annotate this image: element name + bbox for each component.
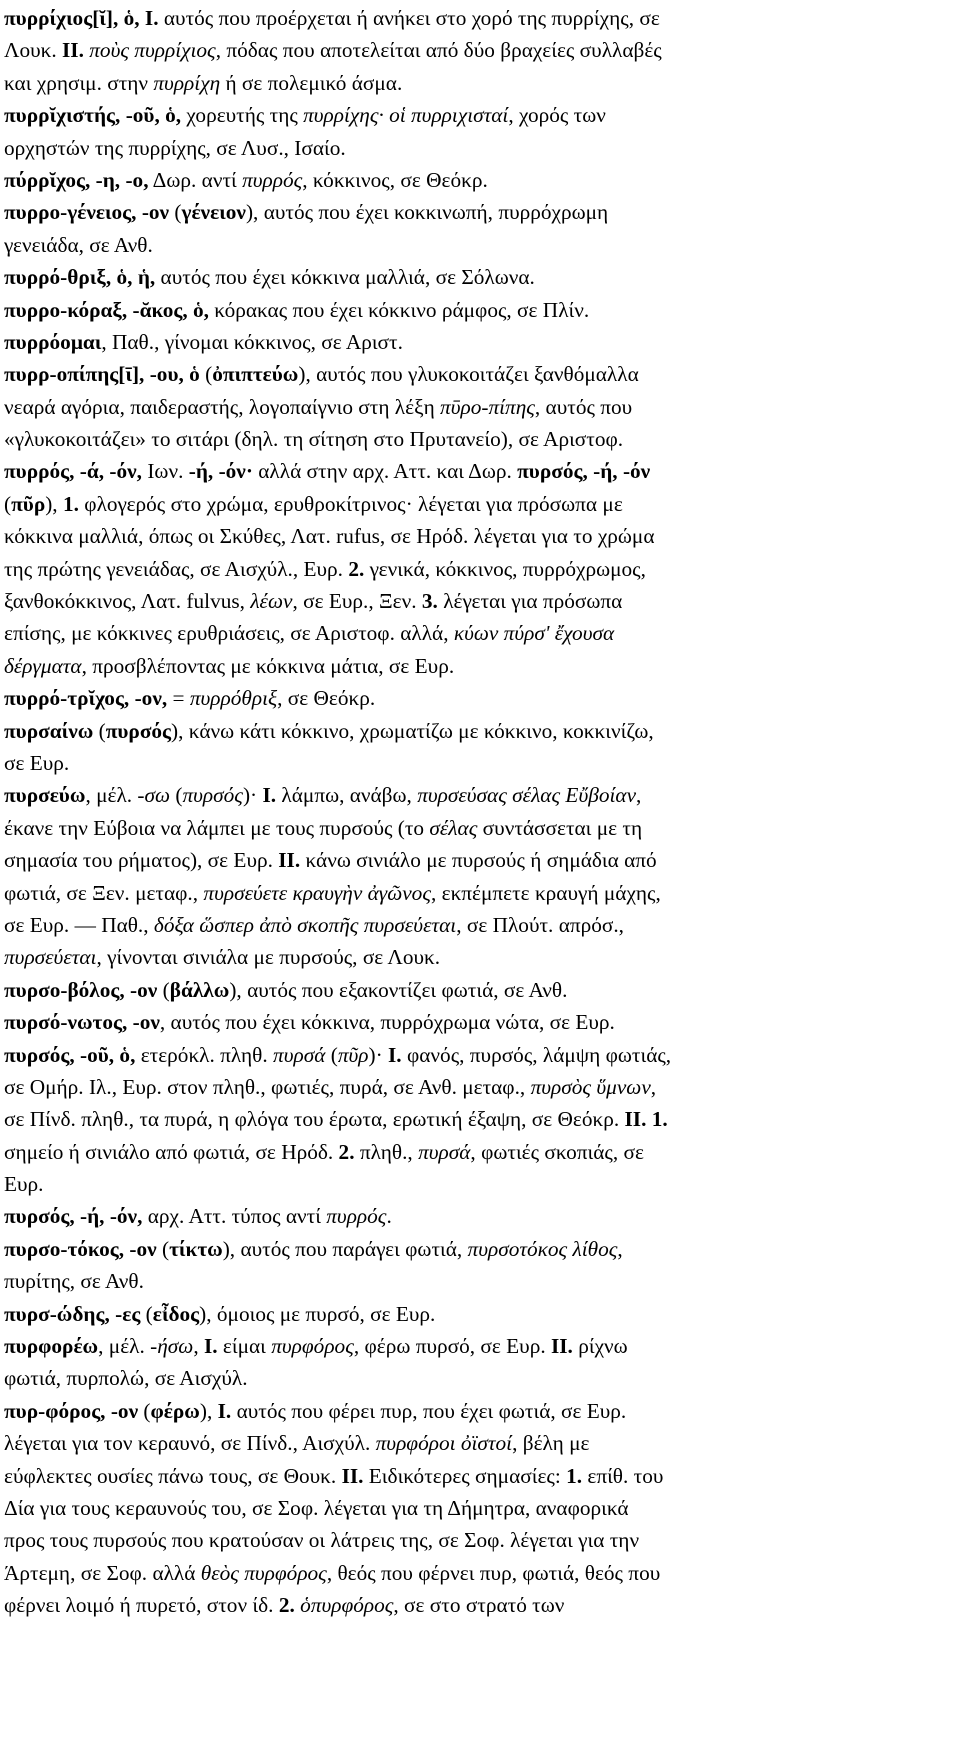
body-text: γενειάδα, σε Ανθ. <box>4 232 153 257</box>
text-line <box>4 67 956 99</box>
headword-text: πυρσο-βόλος, -ον <box>4 977 158 1002</box>
text-line <box>4 682 956 714</box>
italic-text: -σω <box>137 783 171 808</box>
text-line <box>4 1589 956 1621</box>
headword-text: πυρρό-τρῐχος, -ον, <box>4 686 168 711</box>
body-text: και χρησιμ. στην <box>4 70 154 95</box>
headword-text: 1. <box>62 491 79 516</box>
body-text: ( <box>169 200 182 225</box>
italic-text: πυρσά <box>418 1139 471 1164</box>
body-text: φέρνει λοιμό ή πυρετό, στον ίδ. <box>4 1593 279 1618</box>
text-line <box>4 617 956 649</box>
body-text: σε Πίνδ. πληθ., τα πυρά, η φλόγα του έρωτα, ερωτική έξαψη, σε Θεόκρ. <box>4 1107 625 1132</box>
body-text: κόρακας που έχει κόκκινο ράμφος, σε Πλίν. <box>208 297 590 322</box>
body-text: ), αυτός που έχει κοκκινωπή, πυρρόχρωμη <box>245 200 609 225</box>
headword-text: 2. <box>348 556 365 581</box>
body-text: σε Ομήρ. Ιλ., Ευρ. στον πληθ., φωτιές, πυρά, σε Ανθ. μεταφ., <box>4 1074 531 1099</box>
italic-text: πυρσός <box>182 783 243 808</box>
headword-text: πυρσαίνω <box>4 718 94 743</box>
italic-text: πυρσεύεται <box>4 945 97 970</box>
body-text: , φωτιές σκοπιάς, σε <box>470 1139 644 1164</box>
body-text: Δία για τους κεραυνούς του, σε Σοφ. λέγεται για τη Δήμητρα, αναφορικά <box>4 1495 629 1520</box>
body-text: λάμπω, ανάβω, <box>276 783 418 808</box>
text-line <box>4 423 956 455</box>
headword-text: 1. <box>566 1463 583 1488</box>
body-text: , εκπέμπετε κραυγή μάχης, <box>430 880 661 905</box>
body-text: φλογερός στο χρώμα, ερυθροκίτρινος· λέγεται για πρόσωπα με <box>78 491 623 516</box>
headword-text: I. <box>217 1398 232 1423</box>
headword-text: πυρσός, -ή, -όν <box>517 459 651 484</box>
text-line <box>4 391 956 423</box>
headword-text: πυρσός, -οῦ, ὁ, <box>4 1042 136 1067</box>
body-text: αυτός που έχει κόκκινα μαλλιά, σε Σόλωνα. <box>155 265 535 290</box>
headword-text: 2. <box>278 1593 295 1618</box>
body-text: , σε Πλούτ. απρόσ., <box>456 912 625 937</box>
headword-text: τίκτω <box>169 1236 223 1261</box>
text-line <box>4 229 956 261</box>
italic-text: λέων <box>250 589 293 614</box>
text-line <box>4 1265 956 1297</box>
body-text: , Παθ., γίνομαι κόκκινος, σε Αριστ. <box>101 329 403 354</box>
headword-text: εἶδος <box>152 1301 200 1326</box>
body-text: ( <box>170 783 183 808</box>
text-line <box>4 488 956 520</box>
body-text: , φέρω πυρσό, σε Ευρ. <box>353 1334 551 1359</box>
body-text: , αυτός που <box>534 394 633 419</box>
text-line <box>4 585 956 617</box>
body-text: ), αυτός που γλυκοκοιτάζει ξανθόμαλλα <box>298 362 639 387</box>
body-text: , αυτός που έχει κόκκινα, πυρρόχρωμα νώτα, σε Ευρ. <box>159 1010 615 1035</box>
body-text: , χορός των <box>508 103 606 128</box>
text-line <box>4 358 956 390</box>
italic-text: ὁπυρφόρος <box>300 1593 394 1618</box>
headword-text: πυρρό-θριξ, ὁ, ἡ, <box>4 265 156 290</box>
text-line <box>4 132 956 164</box>
text-line <box>4 812 956 844</box>
body-text: ( <box>157 977 170 1002</box>
text-line <box>4 1200 956 1232</box>
italic-text: δόξα ὥσπερ ἀπὸ σκοπῆς πυρσεύεται <box>153 912 457 937</box>
body-text: έκανε την Εύβοια να λάμπει με τους πυρσούς (το <box>4 815 430 840</box>
italic-text: δέργματα <box>4 653 82 678</box>
headword-text: πυρσός, -ή, -όν, <box>4 1204 143 1229</box>
body-text: Ειδικότερες σημασίες: <box>363 1463 567 1488</box>
text-line <box>4 1233 956 1265</box>
text-line <box>4 941 956 973</box>
text-line <box>4 1362 956 1394</box>
headword-text: ὀπιπτεύω <box>212 362 299 387</box>
body-text: , <box>193 1334 204 1359</box>
text-line <box>4 779 956 811</box>
headword-text: πυρσός <box>105 718 172 743</box>
body-text: λέγεται για πρόσωπα <box>437 589 623 614</box>
text-line <box>4 1298 956 1330</box>
body-text: πληθ., <box>354 1139 419 1164</box>
body-text: αυτός που προέρχεται ή ανήκει στο χορό της πυρρίχης, σε <box>158 6 660 30</box>
headword-text: πυρρόομαι <box>4 329 102 354</box>
headword-text: -ή, -όν· <box>188 459 253 484</box>
headword-text: πυρρο-γένειος, -ον <box>4 200 170 225</box>
body-text: = <box>167 686 190 711</box>
body-text: σε Ευρ. <box>4 750 70 775</box>
body-text: )· <box>242 783 263 808</box>
body-text: , γίνονται σινιάλα με πυρσούς, σε Λουκ. <box>96 945 441 970</box>
headword-text: φέρω <box>150 1398 200 1423</box>
headword-text: 3. <box>421 589 438 614</box>
body-text: λέγεται για τον κεραυνό, σε Πίνδ., Αισχύλ. <box>4 1431 376 1456</box>
text-line <box>4 1557 956 1589</box>
text-line <box>4 1460 956 1492</box>
body-text: σημείο ή σινιάλο από φωτιά, σε Ηρόδ. <box>4 1139 339 1164</box>
headword-text: II. <box>62 38 84 63</box>
text-line <box>4 844 956 876</box>
body-text: φανός, πυρσός, λάμψη φωτιάς, <box>401 1042 672 1067</box>
body-text: , πόδας που αποτελείται από δύο βραχείες συλλαβές <box>215 38 662 63</box>
body-text: , μέλ. <box>98 1334 151 1359</box>
headword-text: I. <box>388 1042 402 1067</box>
body-text: επίθ. του <box>582 1463 664 1488</box>
headword-text: πῦρ <box>11 491 46 516</box>
text-line <box>4 974 956 1006</box>
body-text: , μέλ. <box>85 783 138 808</box>
headword-text: πυρρο-κόραξ, -ᾰκος, ὁ, <box>4 297 209 322</box>
headword-text: πυρσ-ώδης, -ες <box>4 1301 141 1326</box>
text-line <box>4 1136 956 1168</box>
body-text: αλλά στην αρχ. Αττ. και Δωρ. <box>252 459 518 484</box>
text-line <box>4 1168 956 1200</box>
body-text: , προσβλέποντας με κόκκινα μάτια, σε Ευρ. <box>81 653 455 678</box>
body-text: κάνω σινιάλο με πυρσούς ή σημάδια από <box>300 848 657 873</box>
italic-text: πυρρίχη <box>153 70 221 95</box>
body-text: , <box>650 1074 657 1099</box>
body-text: χορευτής της <box>181 103 304 128</box>
text-line <box>4 455 956 487</box>
text-line <box>4 1330 956 1362</box>
body-text: ), όμοιος με πυρσό, σε Ευρ. <box>199 1301 436 1326</box>
body-text: ( <box>156 1236 170 1261</box>
text-line <box>4 294 956 326</box>
body-text: φωτιά, σε Ξεν. μεταφ., <box>4 880 204 905</box>
body-text: , θεός που φέρνει πυρ, φωτιά, θεός που <box>326 1560 661 1585</box>
italic-text: κύων πύρσ' ἔχουσα <box>453 621 615 646</box>
headword-text: II. <box>278 848 301 873</box>
text-line <box>4 1103 956 1135</box>
body-text: ( <box>140 1301 153 1326</box>
body-text: ), <box>45 491 63 516</box>
headword-text: πυρσεύω <box>4 783 86 808</box>
italic-text: πυρσεύσας σέλας Εὔβοίαν <box>417 783 637 808</box>
text-line <box>4 196 956 228</box>
headword-text: II. <box>550 1334 573 1359</box>
italic-text: πυρφόρος <box>271 1334 354 1359</box>
headword-text: II. <box>341 1463 364 1488</box>
headword-text: πυρρῐχιστής, -οῦ, ὁ, <box>4 103 182 128</box>
body-text: ( <box>325 1042 338 1067</box>
body-text: Δωρ. αντί <box>148 167 243 192</box>
text-line <box>4 2 956 34</box>
text-line <box>4 326 956 358</box>
headword-text: πυρρίχιος[ῐ], ὁ, I. <box>4 6 159 30</box>
text-line <box>4 1006 956 1038</box>
body-text: , σε Ευρ., Ξεν. <box>292 589 422 614</box>
body-text: ορχηστών της πυρρίχης, σε Λυσ., Ισαίο. <box>4 135 346 160</box>
body-text: ( <box>138 1398 151 1423</box>
body-text: γενικά, κόκκινος, πυρρόχρωμος, <box>364 556 646 581</box>
body-text: . <box>386 1204 392 1229</box>
italic-text: -ήσω <box>150 1334 194 1359</box>
body-text: ( <box>199 362 213 387</box>
text-line <box>4 1492 956 1524</box>
body-text: ξανθοκόκκινος, Λατ. fulvus, <box>4 589 251 614</box>
italic-text: σέλας <box>429 815 478 840</box>
italic-text: πυρσοτόκος λίθος <box>467 1236 618 1261</box>
headword-text: πυρρός, -ά, -όν, <box>4 459 143 484</box>
body-text: νεαρά αγόρια, παιδεραστής, λογοπαίγνιο στη λέξη <box>4 394 441 419</box>
body-text: , σε Θεόκρ. <box>277 686 376 711</box>
text-line <box>4 747 956 779</box>
body-text: , σε στο στρατό των <box>393 1593 565 1618</box>
italic-text: πῡρο-πίπης <box>440 394 535 419</box>
text-line <box>4 877 956 909</box>
italic-text: θεὸς πυρφόρος <box>200 1560 327 1585</box>
text-line <box>4 1524 956 1556</box>
text-line <box>4 1071 956 1103</box>
body-text: Λουκ. <box>4 38 63 63</box>
body-text: ), <box>199 1398 218 1423</box>
headword-text: πυρσό-νωτος, -ον <box>4 1010 160 1035</box>
text-line <box>4 909 956 941</box>
body-text: σημασία του ρήματος), σε Ευρ. <box>4 848 279 873</box>
headword-text: πύρρῐχος, -η, -ο, <box>4 167 149 192</box>
body-text: επίσης, με κόκκινες ερυθριάσεις, σε Αριστοφ. αλλά, <box>4 621 454 646</box>
body-text: φωτιά, πυρπολώ, σε Αισχύλ. <box>4 1366 248 1391</box>
body-text: ή σε πολεμικό άσμα. <box>220 70 403 95</box>
text-line <box>4 99 956 131</box>
body-text: Άρτεμη, σε Σοφ. αλλά <box>4 1560 201 1585</box>
body-text: σε Ευρ. ― Παθ., <box>4 912 154 937</box>
text-line <box>4 34 956 66</box>
body-text: Ιων. <box>142 459 189 484</box>
body-text: ρίχνω <box>572 1334 628 1359</box>
headword-text: I. <box>262 783 277 808</box>
body-text: συντάσσεται με τη <box>477 815 643 840</box>
body-text: της πρώτης γενειάδας, σε Αισχύλ., Ευρ. <box>4 556 349 581</box>
headword-text: γένειον <box>181 200 246 225</box>
dictionary-page <box>4 2 956 1622</box>
headword-text: II. 1. <box>624 1107 668 1132</box>
body-text: , κόκκινος, σε Θεόκρ. <box>302 167 488 192</box>
body-text: εύφλεκτες ουσίες πάνω τους, σε Θουκ. <box>4 1463 342 1488</box>
italic-text: πυρρόθριξ <box>189 686 278 711</box>
text-line <box>4 164 956 196</box>
italic-text: ποὺς πυρρίχιος <box>89 38 216 63</box>
italic-text: πῦρ <box>337 1042 369 1067</box>
body-text: , <box>617 1236 623 1261</box>
italic-text: πυρσὸς ὕμνων <box>530 1074 651 1099</box>
text-line <box>4 520 956 552</box>
headword-text: πυρ-φόρος, -ον <box>4 1398 139 1423</box>
body-text: «γλυκοκοιτάζει» το σιτάρι (δηλ. τη σίτηση στο Πρυτανείο), σε Αριστοφ. <box>4 427 624 452</box>
body-text: αυτός που φέρει πυρ, που έχει φωτιά, σε Ευρ. <box>231 1398 627 1423</box>
italic-text: πυρρός <box>242 167 303 192</box>
body-text: , <box>636 783 642 808</box>
text-line <box>4 1395 956 1427</box>
text-line <box>4 650 956 682</box>
text-line <box>4 261 956 293</box>
body-text: Ευρ. <box>4 1172 44 1197</box>
body-text: ), αυτός που παράγει φωτιά, <box>222 1236 468 1261</box>
body-text: ( <box>93 718 106 743</box>
headword-text: βάλλω <box>169 977 230 1002</box>
body-text: κόκκινα μαλλιά, όπως οι Σκύθες, Λατ. rufus, σε Ηρόδ. λέγεται για το χρώμα <box>4 524 655 549</box>
italic-text: πυρρίχης· οἱ πυρριχισταί <box>303 103 509 128</box>
body-text: )· <box>368 1042 389 1067</box>
text-line <box>4 715 956 747</box>
body-text: , βέλη με <box>512 1431 590 1456</box>
body-text: είμαι <box>217 1334 272 1359</box>
body-text: ( <box>4 491 12 516</box>
headword-text: I. <box>203 1334 218 1359</box>
italic-text: πυρρός <box>326 1204 387 1229</box>
headword-text: πυρσο-τόκος, -ον <box>4 1236 157 1261</box>
body-text: προς τους πυρσούς που κρατούσαν οι λάτρεις της, σε Σοφ. λέγεται για την <box>4 1528 640 1553</box>
body-text: αρχ. Αττ. τύπος αντί <box>142 1204 327 1229</box>
body-text: ), κάνω κάτι κόκκινο, χρωματίζω με κόκκινο, κοκκινίζω, <box>171 718 654 743</box>
text-line <box>4 1427 956 1459</box>
headword-text: 2. <box>338 1139 355 1164</box>
body-text: ), αυτός που εξακοντίζει φωτιά, σε Ανθ. <box>229 977 568 1002</box>
italic-text: πυρφόροι ὀϊστοί <box>375 1431 513 1456</box>
headword-text: πυρφορέω <box>4 1334 99 1359</box>
body-text: ετερόκλ. πληθ. <box>135 1042 274 1067</box>
body-text: πυρίτης, σε Ανθ. <box>4 1269 144 1294</box>
text-line <box>4 1039 956 1071</box>
italic-text: πυρσά <box>273 1042 326 1067</box>
text-line <box>4 553 956 585</box>
headword-text: πυρρ-οπίπης[ῑ], -ου, ὁ <box>4 362 200 387</box>
italic-text: πυρσεύετε κραυγὴν ἀγῶνος <box>203 880 431 905</box>
